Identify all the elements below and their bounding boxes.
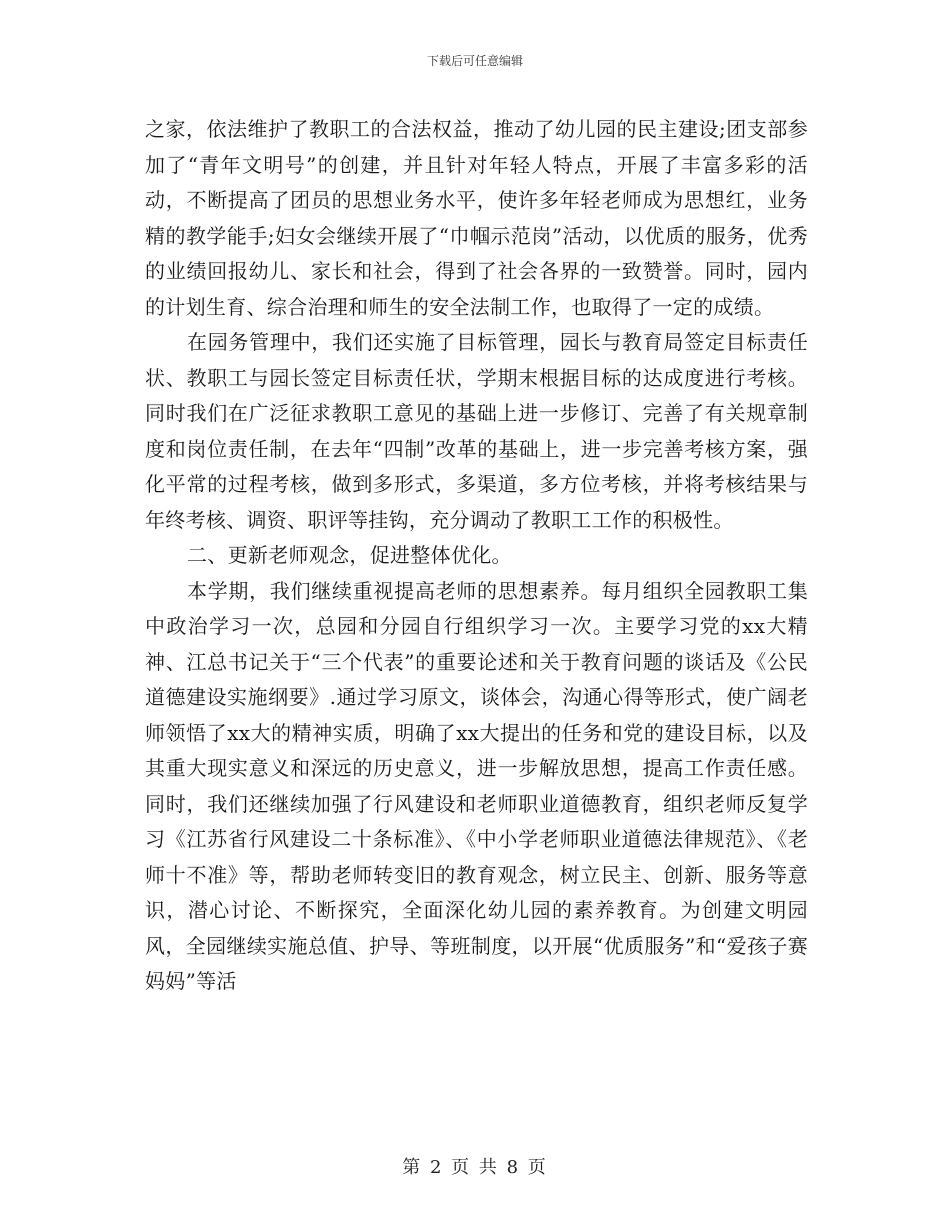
paragraph-2: 在园务管理中，我们还实施了目标管理，园长与教育局签定目标责任状、教职工与园长签定目标责任状，学期末根据目标的达成度进行考核。同时我们在广泛征求教职工意见的基础上进一步修订、完善了有关规章制度和岗位责任制，在去年“四制”改革的基础上，进一步完善考核方案，强化平常的过程考核，做到多形式，多渠道，多方位考核，并将考核结果与年终考核、调资、职评等挂钩，充分调动了教职工工作的积极性。	[145, 330, 808, 532]
paragraph-3: 本学期，我们继续重视提高老师的思想素养。每月组织全园教职工集中政治学习一次，总园和分园自行组织学习一次。主要学习党的xx大精神、江总书记关于“三个代表”的重要论述和关于教育问题的谈话及《公民道德建设实施纲要》.通过学习原文，谈体会，沟通心得等形式，使广阔老师领悟了xx大的精神实质，明确了xx大提出的任务和党的建设目标，以及其重大现实意义和深远的历史意义，进一步解放思想，提高工作责任感。同时，我们还继续加强了行风建设和老师职业道德教育，组织老师反复学习《江苏省行风建设二十条标准》、《中小学老师职业道德法律规范》、《老师十不准》等，帮助老师转变旧的教育观念，树立民主、创新、服务等意识，潜心讨论、不断探究，全面深化幼儿园的素养教育。为创建文明园风，全园继续实施总值、护导、等班制度，以开展“优质服务”和“爱孩子赛妈妈”等活	[145, 578, 808, 993]
document-body	[145, 112, 808, 1000]
page-header: 下载后可任意编辑	[426, 54, 523, 68]
page-footer: 第 2 页 共 8 页	[402, 1157, 548, 1178]
section-heading: 二、更新老师观念，促进整体优化。	[187, 543, 512, 567]
paragraph-1: 之家，依法维护了教职工的合法权益，推动了幼儿园的民主建设;团支部参加了“青年文明号”的创建，并且针对年轻人特点，开展了丰富多彩的活动，不断提高了团员的思想业务水平，使许多年轻老师成为思想红，业务精的教学能手;妇女会继续开展了“巾帼示范岗”活动，以优质的服务，优秀的业绩回报幼儿、家长和社会，得到了社会各界的一致赞誉。同时，园内的计划生育、综合治理和师生的安全法制工作，也取得了一定的成绩。	[145, 117, 808, 319]
